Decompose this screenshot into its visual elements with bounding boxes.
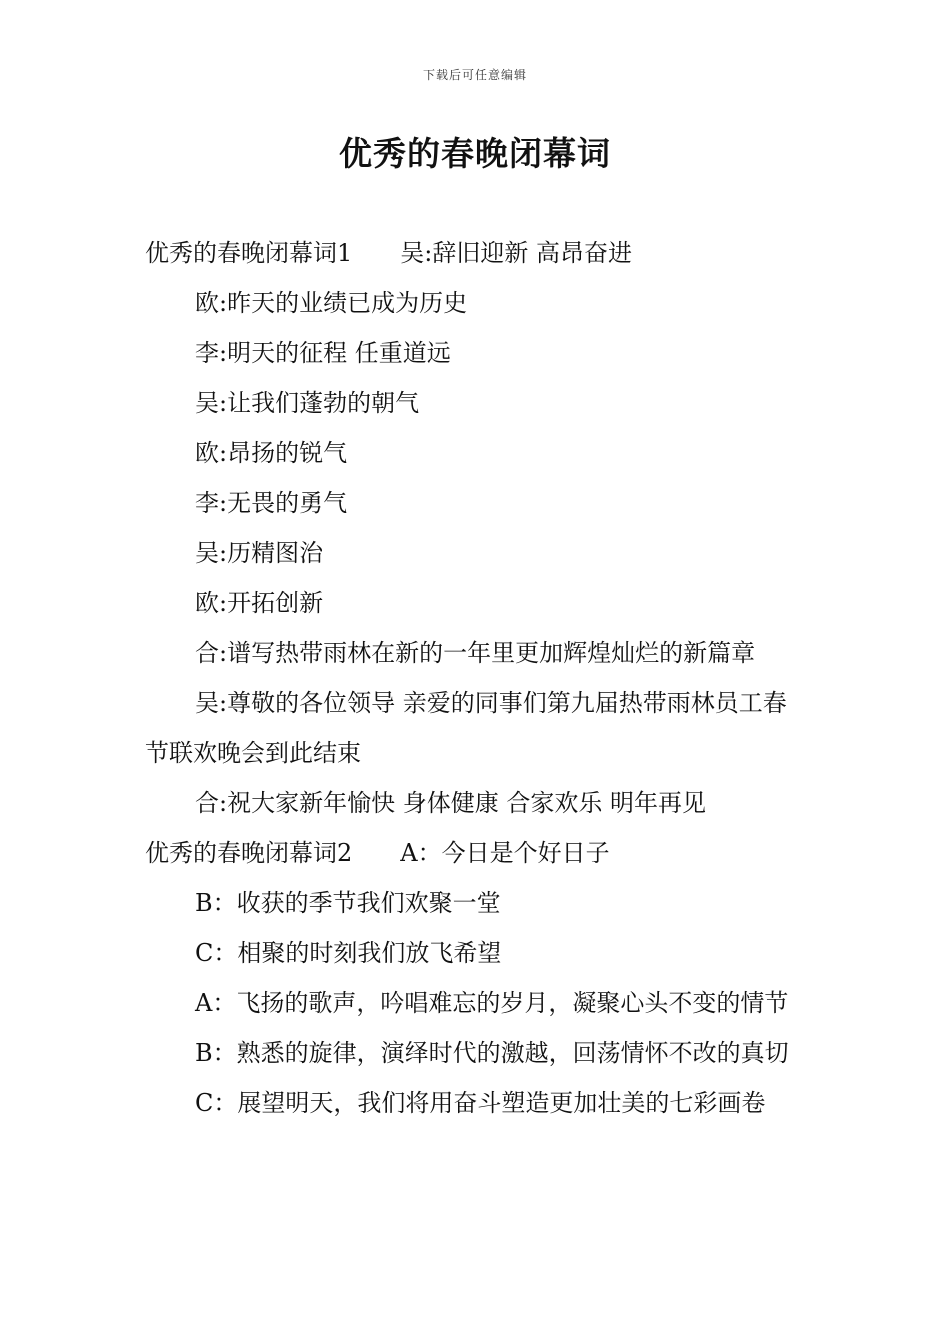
document-body <box>145 228 810 1128</box>
paragraph: 欧:开拓创新 <box>195 589 324 617</box>
paragraph: A：飞扬的歌声，吟唱难忘的岁月，凝聚心头不变的情节 <box>195 989 789 1017</box>
paragraph: 合:祝大家新年愉快 身体健康 合家欢乐 明年再见 <box>195 789 706 817</box>
paragraph: 欧:昨天的业绩已成为历史 <box>195 289 468 317</box>
paragraph: 吴:历精图治 <box>195 539 324 567</box>
paragraph: 合:谱写热带雨林在新的一年里更加辉煌灿烂的新篇章 <box>195 639 756 667</box>
paragraph: 吴:让我们蓬勃的朝气 <box>195 389 420 417</box>
paragraph: 欧:昂扬的锐气 <box>195 439 348 467</box>
paragraph: C：展望明天，我们将用奋斗塑造更加壮美的七彩画卷 <box>195 1089 766 1117</box>
paragraph: C：相聚的时刻我们放飞希望 <box>195 939 502 967</box>
document-title: 优秀的春晚闭幕词 <box>339 134 611 173</box>
paragraph: 吴:尊敬的各位领导 亲爱的同事们第九届热带雨林员工春节联欢晚会到此结束 <box>145 689 787 767</box>
paragraph: B：收获的季节我们欢聚一堂 <box>195 889 501 917</box>
paragraph: 优秀的春晚闭幕词2 A：今日是个好日子 <box>145 839 610 867</box>
paragraph: 李:无畏的勇气 <box>195 489 348 517</box>
paragraph: 李:明天的征程 任重道远 <box>195 339 451 367</box>
header-note: 下载后可任意编辑 <box>422 68 527 82</box>
paragraph: B：熟悉的旋律，演绎时代的激越，回荡情怀不改的真切 <box>195 1039 789 1067</box>
paragraph: 优秀的春晚闭幕词1 吴:辞旧迎新 高昂奋进 <box>145 239 632 267</box>
